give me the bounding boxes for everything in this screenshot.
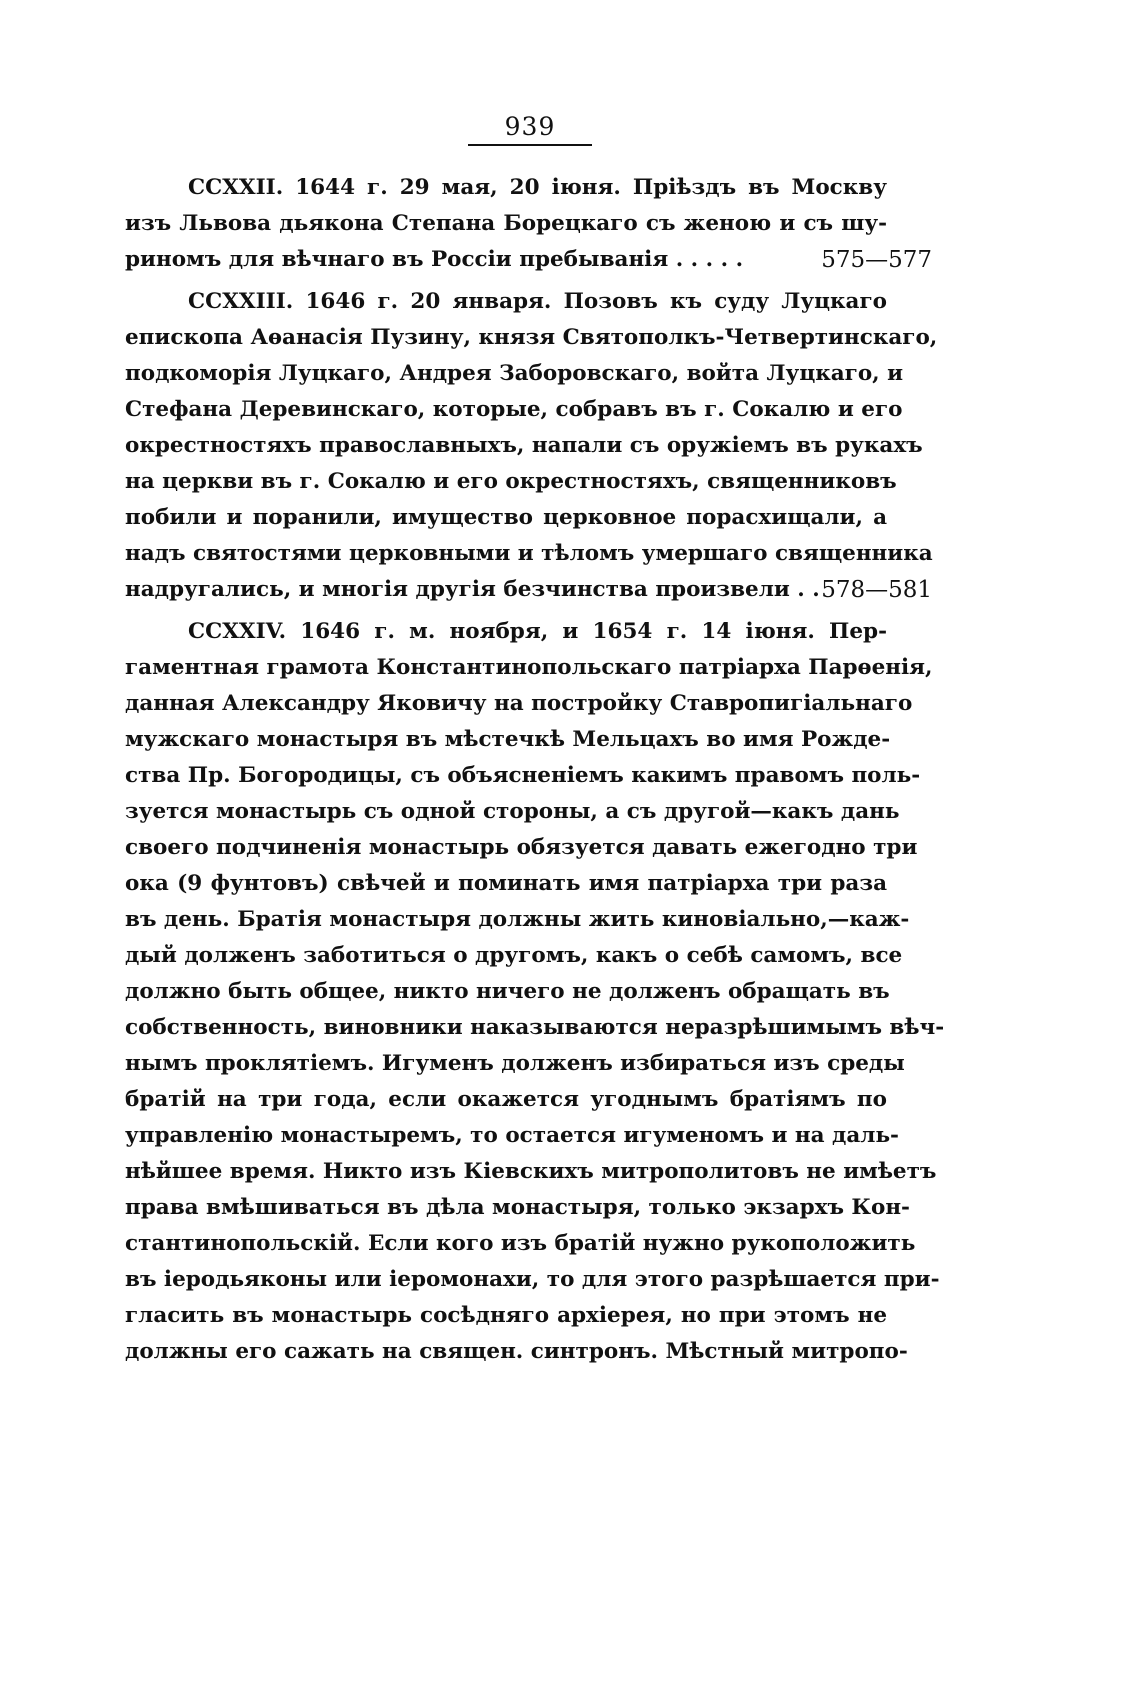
entry-line: зуется монастырь съ одной стороны, а съ другой—какъ дань (125, 799, 900, 824)
entry-line: дый долженъ заботиться о другомъ, какъ о себѣ самомъ, все (125, 943, 903, 968)
entry-line: въ іеродьяконы или іеромонахи, то для этого разрѣшается при- (125, 1267, 940, 1292)
entry-line: гаментная грамота Константинопольскаго патріарха Парѳенія, (125, 655, 933, 680)
page-number: 939 (504, 112, 556, 141)
entry-line: ства Пр. Богородицы, съ объясненіемъ какимъ правомъ поль- (125, 763, 921, 788)
entry-line: епископа Аѳанасія Пузину, князя Святополкъ-Четвертинскаго, (125, 325, 938, 350)
entry-line: окрестностяхъ православныхъ, напали съ оружіемъ въ рукахъ (125, 433, 923, 458)
entry-ccxxiv (125, 614, 945, 1370)
entry-line: ока (9 фунтовъ) свѣчей и поминать имя патріарха три раза (125, 871, 887, 896)
entry-line: изъ Львова дьякона Степана Борецкаго съ женою и съ шу- (125, 211, 887, 236)
entry-line: должны его сажать на священ. синтронъ. Мѣстный митропо- (125, 1339, 908, 1364)
entry-line: надругались, и многія другія безчинства произвели . . (125, 577, 820, 602)
entry-line-with-ref (125, 572, 932, 608)
entry-line: CCXXII. 1644 г. 29 мая, 20 іюня. Пріѣздъ въ Москву (188, 175, 887, 200)
entry-line: братій на три года, если окажется угоднымъ братіямъ по (125, 1087, 887, 1112)
entry-line: стантинопольскій. Если кого изъ братій нужно рукоположить (125, 1231, 916, 1256)
entry-line: управленію монастыремъ, то остается игуменомъ и на даль- (125, 1123, 899, 1148)
entry-ccxxiii (125, 284, 938, 608)
entry-line: должно быть общее, никто ничего не долженъ обращать въ (125, 979, 890, 1004)
entry-line: побили и поранили, имущество церковное порасхищали, а (125, 505, 887, 530)
entry-line: своего подчиненія монастырь обязуется давать ежегодно три (125, 835, 918, 860)
entry-line: Стефана Деревинскаго, которые, собравъ въ г. Сокалю и его (125, 397, 903, 422)
page-reference: 575—577 (821, 247, 932, 273)
entry-line: подкоморія Луцкаго, Андрея Заборовскаго, войта Луцкаго, и (125, 361, 904, 386)
entry-line: нымъ проклятіемъ. Игуменъ долженъ избираться изъ среды (125, 1051, 905, 1076)
entry-line: CCXXIII. 1646 г. 20 января. Позовъ къ суду Луцкаго (188, 289, 887, 314)
entry-line: гласить въ монастырь сосѣдняго архіерея, но при этомъ не (125, 1303, 887, 1328)
entry-line: данная Александру Яковичу на постройку Ставропигіальнаго (125, 691, 913, 716)
page-number-rule (468, 144, 592, 146)
entry-line: мужскаго монастыря въ мѣстечкѣ Мельцахъ во имя Рожде- (125, 727, 891, 752)
entry-line: нѣйшее время. Никто изъ Кіевскихъ митрополитовъ не имѣетъ (125, 1159, 937, 1184)
entry-line: на церкви въ г. Сокалю и его окрестностяхъ, священниковъ (125, 469, 897, 494)
entry-line: въ день. Братія монастыря должны жить киновіально,—каж- (125, 907, 910, 932)
entry-line: собственность, виновники наказываются неразрѣшимымъ вѣч- (125, 1015, 945, 1040)
entry-ccxxii (125, 170, 932, 278)
entry-line-with-ref (125, 242, 932, 278)
entry-line: права вмѣшиваться въ дѣла монастыря, только экзархъ Кон- (125, 1195, 910, 1220)
entry-line: риномъ для вѣчнаго въ Россіи пребыванія . . . . . (125, 247, 744, 272)
page-reference: 578—581 (821, 577, 932, 603)
entry-line: CCXXIV. 1646 г. м. ноября, и 1654 г. 14 іюня. Пер- (188, 619, 887, 644)
entry-line: надъ святостями церковными и тѣломъ умершаго священника (125, 541, 933, 566)
